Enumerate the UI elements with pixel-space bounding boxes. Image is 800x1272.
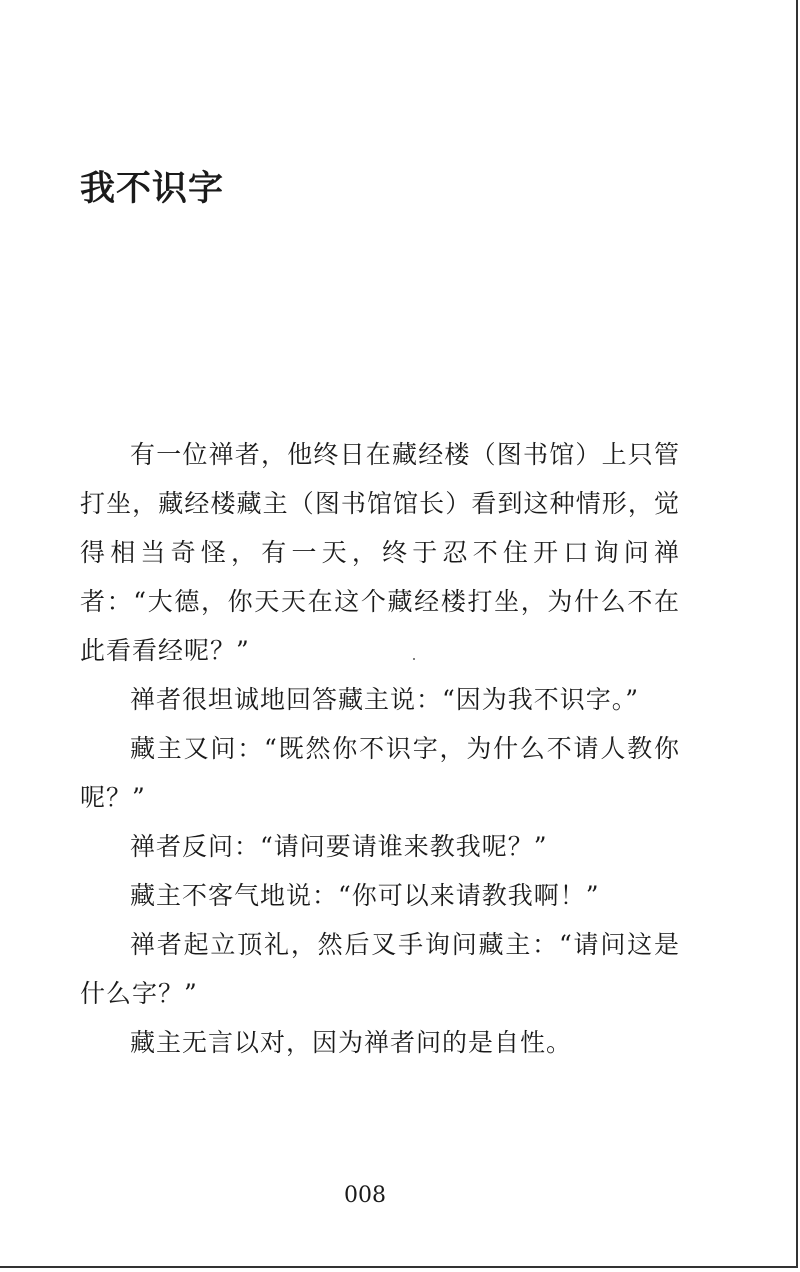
paragraph: 藏主不客气地说：“你可以来请教我啊！” bbox=[130, 881, 600, 910]
page-number: 008 bbox=[344, 1183, 386, 1208]
paragraph: 有一位禅者，他终日在藏经楼（图书馆）上只管打坐，藏经楼藏主（图书馆馆长）看到这种情形，觉得相当奇怪，有一天，终于忍不住开口询问禅者：“大德，你天天在这个藏经楼打坐，为什么不在此看看经呢？” bbox=[80, 440, 680, 665]
paragraph: 禅者很坦诚地回答藏主说：“因为我不识字。” bbox=[130, 685, 640, 714]
paragraph: 藏主又问：“既然你不识字，为什么不请人教你呢？” bbox=[80, 734, 680, 812]
paragraph: 藏主无言以对，因为禅者问的是自性。 bbox=[130, 1028, 573, 1057]
scan-speck bbox=[413, 658, 415, 660]
chapter-title: 我不识字 bbox=[80, 169, 225, 209]
body-text bbox=[80, 430, 680, 1067]
paragraph: 禅者起立顶礼，然后叉手询问藏主：“请问这是什么字？” bbox=[80, 930, 680, 1008]
paragraph: 禅者反问：“请问要请谁来教我呢？” bbox=[130, 832, 548, 861]
